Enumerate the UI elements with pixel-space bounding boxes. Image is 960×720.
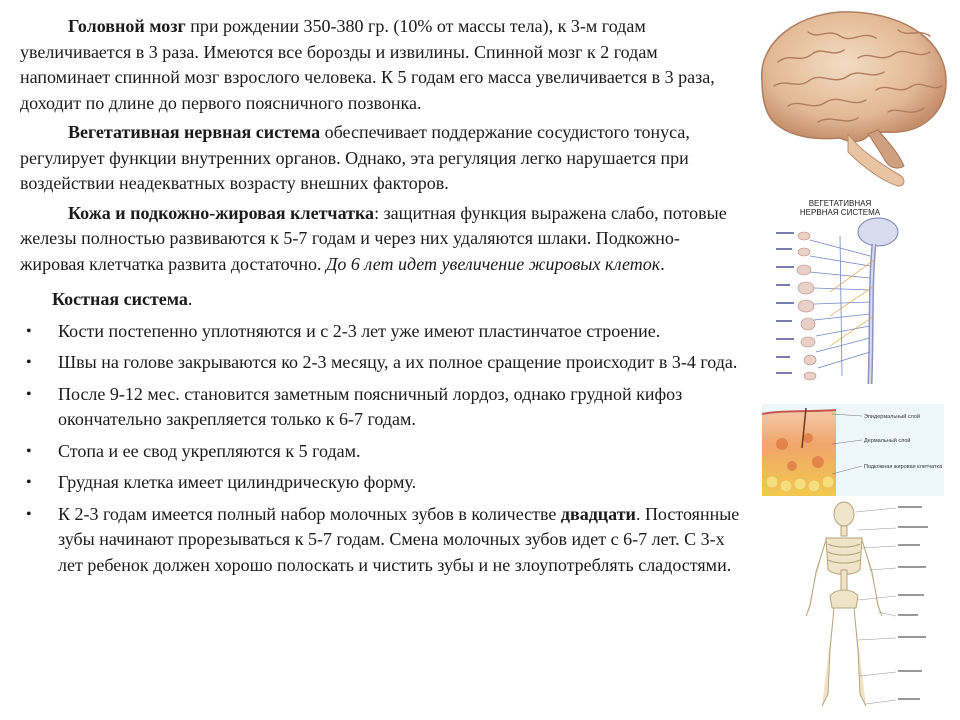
skin-label-2: Дермальный слой (864, 438, 911, 444)
skin-italic: До 6 лет идет увеличение жировых клеток (325, 253, 661, 274)
list-item-text: После 9-12 мес. становится заметным поясничный лордоз, однако грудной кифоз окончательно закрепляется только к 6-7 годам. (58, 383, 683, 429)
bullet-icon: • (26, 474, 32, 491)
brain-image (748, 2, 956, 190)
list-item (20, 470, 742, 496)
bone-title-end: . (187, 289, 193, 309)
brain-title: Головной мозг (68, 16, 186, 36)
brain-paragraph (20, 14, 742, 116)
bullet-icon: • (26, 505, 32, 523)
skin-label-3: Подкожная жировая клетчатка (864, 464, 943, 470)
ans-caption-line1: ВЕГЕТАТИВНАЯ (808, 199, 872, 208)
list-item-text: Кости постепенно уплотняются и с 2-3 лет уже имеют пластинчатое строение. (58, 320, 661, 341)
skeleton-image (796, 500, 946, 716)
skin-title: Кожа и подкожно-жировая клетчатка (68, 202, 375, 223)
teeth-bold: двадцати (560, 503, 636, 524)
list-item-text: Швы на голове закрываются ко 2-3 месяцу, а их полное сращение происходит в 3-4 года. (58, 352, 738, 372)
list-item (20, 439, 742, 465)
bone-title: Костная система (52, 289, 188, 309)
bone-list (20, 319, 742, 579)
skin-layers-image (762, 404, 944, 496)
skin-end: . (660, 253, 665, 274)
list-item (20, 319, 742, 345)
ans-caption-line2: НЕРВНАЯ СИСТЕМА (799, 208, 881, 217)
teeth-after: . Постоянные зубы начинают прорезываться к 5-7 годам. Смена молочных зубов идет с 6-7 лет. С 3-х лет ребенок должен хорошо полоскать и чистить зубы и не злоупотреблять сладостями. (58, 503, 740, 575)
bone-heading (52, 287, 742, 313)
bullet-icon: • (26, 442, 32, 460)
autonomic-nervous-system-image (770, 196, 910, 392)
list-item-text: Стопа и ее свод укрепляются к 5 годам. (58, 440, 361, 461)
bullet-icon: • (26, 322, 32, 340)
bullet-icon: • (26, 385, 32, 403)
list-item-text: Грудная клетка имеет цилиндрическую форму. (58, 472, 417, 492)
skin-paragraph (20, 201, 742, 278)
skin-label-1: Эпидермальный слой (864, 414, 920, 420)
ans-paragraph (20, 120, 742, 197)
bullet-icon: • (26, 354, 32, 371)
skin-text: : защитная функция выражена слабо, потовые железы полностью развиваются к 5-7 годам и через них удаляются шлаки. Подкожно-жировая клетчатка развита достаточно. (20, 202, 727, 274)
brain-text: при рождении 350-380 гр. (10% от массы тела), к 3-м годам увеличивается в 3 раза. Имеются все борозды и извилины. Спинной мозг к 2 годам напоминает спинной мозг взрослого человека. К 5 годам его масса увеличивается в 3 раза, доходит по длине до первого поясничного позвонка. (20, 16, 715, 113)
list-item (20, 382, 742, 433)
list-item (20, 502, 742, 579)
list-item (20, 350, 742, 376)
ans-text: обеспечивает поддержание сосудистого тонуса, регулирует функции внутренних органов. Однако, эта регуляция легко нарушается при воздействии неадекватных возрасту внешних факторов. (20, 122, 690, 193)
content-text (20, 14, 742, 584)
teeth-before: К 2-3 годам имеется полный набор молочных зубов в количестве (58, 503, 561, 524)
ans-title: Вегетативная нервная система (68, 122, 321, 142)
